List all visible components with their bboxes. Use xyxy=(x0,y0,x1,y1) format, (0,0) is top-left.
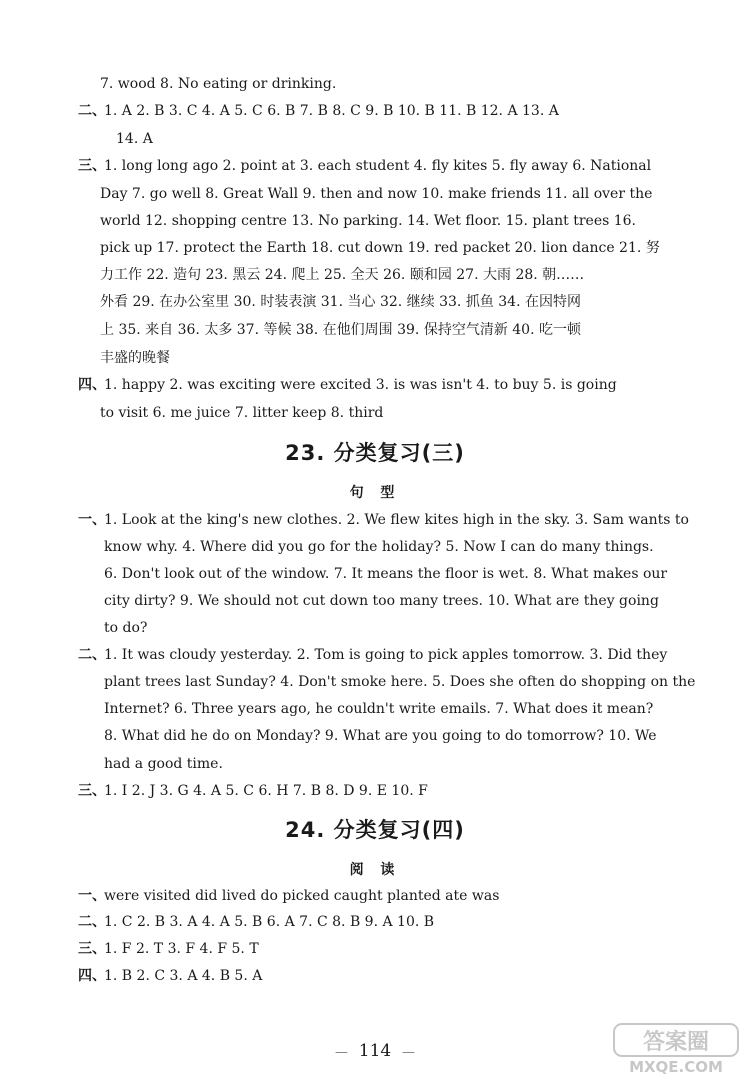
answer-text: 上 35. 来自 36. 太多 37. 等候 38. 在他们周围 39. 保持空气清新 40. 吃一顿 xyxy=(100,322,581,338)
answer-text: to do? xyxy=(104,620,148,636)
answer-text: city dirty? 9. We should not cut down too many trees. 10. What are they going xyxy=(104,593,659,609)
section-subtitle: 阅 读 xyxy=(349,862,401,878)
section-label: 四、 xyxy=(78,377,106,393)
section-label: 四、 xyxy=(78,968,106,984)
answer-text: 1. Look at the king's new clothes. 2. We flew kites high in the sky. 3. Sam wants to xyxy=(104,512,689,528)
section-label: 三、 xyxy=(78,158,106,174)
section-label: 二、 xyxy=(78,647,106,663)
answer-text: know why. 4. Where did you go for the holiday? 5. Now I can do many things. xyxy=(104,539,654,555)
answer-text: to visit 6. me juice 7. litter keep 8. third xyxy=(100,405,384,421)
section-label: 一、 xyxy=(78,888,106,904)
section-label: 三、 xyxy=(78,783,106,799)
watermark-logo xyxy=(612,1022,740,1076)
page-number: 114 xyxy=(358,1041,392,1061)
answer-text: 丰盛的晚餐 xyxy=(100,350,170,366)
answer-text: 力工作 22. 造句 23. 黑云 24. 爬上 25. 全天 26. 颐和园 27. 大雨 28. 朝…… xyxy=(100,267,585,283)
section-subtitle: 句 型 xyxy=(349,485,401,501)
watermark-top-text: 答案圈 xyxy=(642,1030,710,1055)
answer-text: 1. long long ago 2. point at 3. each student 4. fly kites 5. fly away 6. National xyxy=(104,158,652,174)
answer-text: Internet? 6. Three years ago, he couldn't write emails. 7. What does it mean? xyxy=(104,701,654,717)
page-dash-left: — xyxy=(334,1045,348,1060)
answer-text: had a good time. xyxy=(104,756,223,772)
section-title: 24. 分类复习(四) xyxy=(285,818,465,842)
answer-text: 1. F 2. T 3. F 4. F 5. T xyxy=(104,941,259,957)
answer-text: world 12. shopping centre 13. No parking. 14. Wet floor. 15. plant trees 16. xyxy=(100,213,637,229)
answer-text: 1. C 2. B 3. A 4. A 5. B 6. A 7. C 8. B 9. A 10. B xyxy=(104,914,435,930)
section-label: 二、 xyxy=(78,914,106,930)
answer-text: 1. A 2. B 3. C 4. A 5. C 6. B 7. B 8. C 9. B 10. B 11. B 12. A 13. A xyxy=(104,103,559,119)
answer-text: Day 7. go well 8. Great Wall 9. then and now 10. make friends 11. all over the xyxy=(100,186,653,202)
answer-text: 1. I 2. J 3. G 4. A 5. C 6. H 7. B 8. D 9. E 10. F xyxy=(104,783,428,799)
section-label: 三、 xyxy=(78,941,106,957)
answer-text: plant trees last Sunday? 4. Don't smoke here. 5. Does she often do shopping on the xyxy=(104,674,696,690)
answer-text: 8. What did he do on Monday? 9. What are you going to do tomorrow? 10. We xyxy=(104,728,657,744)
page-dash-right: — xyxy=(402,1045,416,1060)
answer-text: 1. happy 2. was exciting were excited 3. is was isn't 4. to buy 5. is going xyxy=(104,377,617,393)
answer-text: 1. It was cloudy yesterday. 2. Tom is going to pick apples tomorrow. 3. Did they xyxy=(104,647,668,663)
answer-text: were visited did lived do picked caught planted ate was xyxy=(104,888,500,904)
answer-text: 外看 29. 在办公室里 30. 时装表演 31. 当心 32. 继续 33. 抓鱼 34. 在因特网 xyxy=(100,294,581,310)
answer-text: 1. B 2. C 3. A 4. B 5. A xyxy=(104,968,263,984)
section-label: 一、 xyxy=(78,512,106,528)
watermark-bottom-text: MXQE.COM xyxy=(629,1058,723,1076)
answer-text: pick up 17. protect the Earth 18. cut down 19. red packet 20. lion dance 21. 努 xyxy=(100,240,660,256)
answer-text: 7. wood 8. No eating or drinking. xyxy=(100,76,337,92)
answer-text: 6. Don't look out of the window. 7. It means the floor is wet. 8. What makes our xyxy=(104,566,668,582)
section-label: 二、 xyxy=(78,103,106,119)
section-title: 23. 分类复习(三) xyxy=(285,441,465,465)
answer-text: 14. A xyxy=(116,131,153,147)
